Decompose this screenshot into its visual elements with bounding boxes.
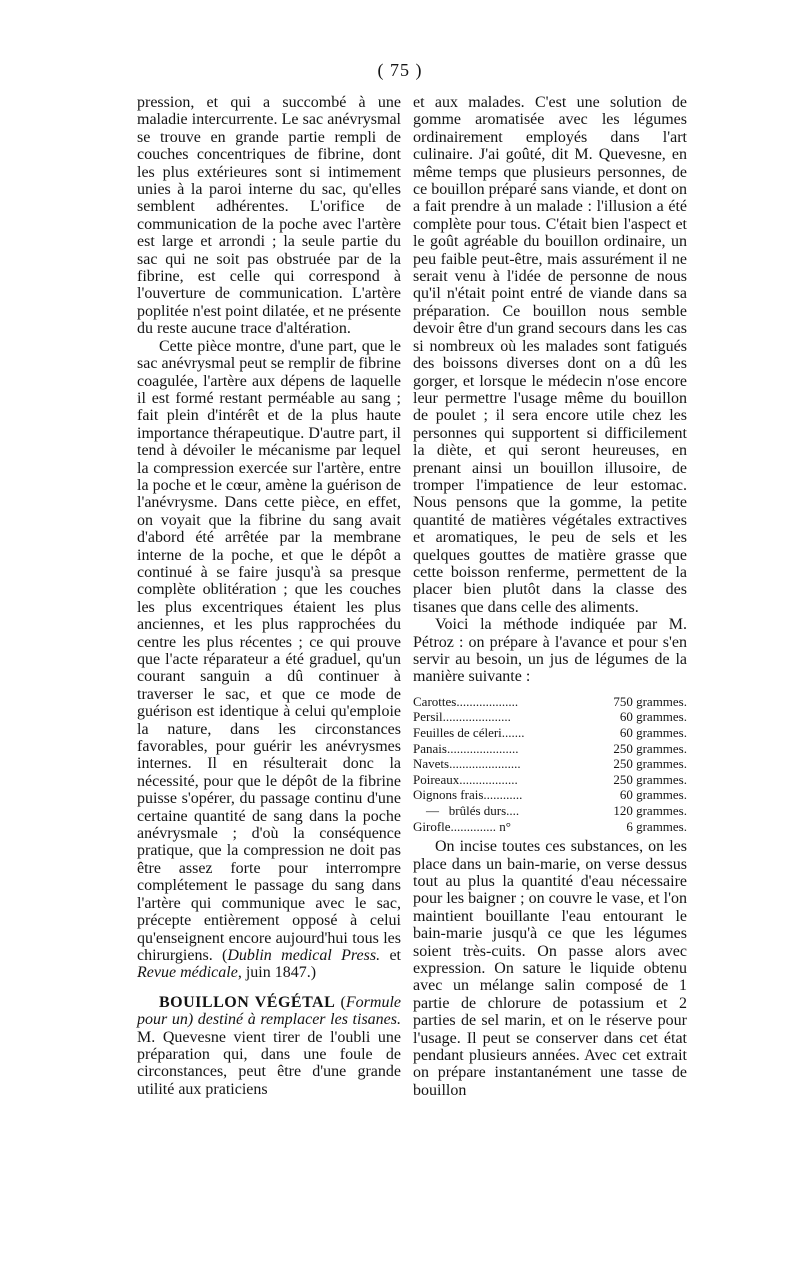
section-bouillon-vegetal: BOUILLON VÉGÉTAL (Formule pour un) destiné à remplacer les tisanes. M. Quevesne vient tirer de l'oubli une préparation qui, dans une foule de circonstances, peut être d'une grande utilité aux praticiens	[137, 993, 401, 1098]
source-journal-1: Dublin medical Press.	[227, 946, 381, 964]
ingredient-quantity: 750 grammes.	[613, 693, 687, 709]
source-journal-2: Revue médicale	[137, 964, 238, 982]
paragraph-preparation: On incise toutes ces substances, on les place dans un bain-marie, on verse dessus tout au plus la quantité d'eau nécessaire pour les baigner ; on couvre le vase, et l'on maintient bouillante l'eau entourant le bain-marie jusqu'à ce que les légumes soient très-cuits. On passe alors avec expression. On sature le liquide obtenu avec un mélange salin composé de 1 partie de chlorure de potassium et 2 parties de sel marin, et on le réserve pour l'usage. Il peut se conserver dans cet état pendant plusieurs années. Avec cet extrait on prépare instantanément une tasse de bouillon	[413, 838, 687, 1099]
ingredient-name: — brûlés durs....	[413, 802, 520, 818]
paragraph-aneurysm-description: pression, et qui a succombé à une maladie intercurrente. Le sac anévrysmal se trouve en grande partie rempli de couches concentriques de fibrine, dont les plus extérieures sont si intimement unies à la paroi interne du sac, qu'elles semblent adhérentes. L'orifice de communication de la poche avec l'artère est large et arrondi ; la seule partie du sac qui ne soit pas obstruée par de la fibrine, est celle qui correspond à l'ouverture de communication. L'artère poplitée n'est point dilatée, et ne présente du reste aucune trace d'altération.	[137, 94, 401, 338]
ingredient-row	[413, 694, 687, 710]
ingredient-quantity: 6 grammes.	[626, 818, 687, 834]
ingredient-name: Poireaux..................	[413, 771, 518, 787]
ingredient-row	[413, 772, 687, 788]
ingredient-quantity: 250 grammes.	[613, 740, 687, 756]
discussion-text: Cette pièce montre, d'une part, que le sac anévrysmal peut se remplir de fibrine coagulée, l'artère aux dépens de laquelle il est formé restant perméable au sang ; fait plein d'intérêt et de la plus haute importance thérapeutique. D'autre part, il tend à dévoiler le mécanisme par lequel la compression exercée sur l'artère, entre la poche et le cœur, amène la guérison de l'anévrysme. Dans cette pièce, en effet, on voyait que la fibrine du sang avait d'abord été arrêtée par la membrane interne de la poche, et que le dépôt a continué à se faire jusqu'à sa presque complète oblitération ; que les couches les plus excentriques étaient les plus anciennes, et les plus rapprochées du centre les plus récentes ; ce qui prouve que l'acte réparateur a été graduel, qu'un courant sanguin a dû continuer à traverser le sac, et que ce mode de guérison est identique à celui qu'emploie la nature, dans les circonstances favorables, pour guérir les anévrysmes internes. Il en résulterait donc la nécessité, pour que le dépôt de la fibrine puisse s'opérer, du passage continu d'une certaine quantité de sang dans la poche anévrysmale ; d'où la conséquence pratique, que la compression ne doit pas être assez forte pour interrompre complétement le passage du sang dans l'artère qui communique avec le sac, précepte entièrement opposé à celui qu'enseignent encore aujourd'hui tous les chirurgiens.	[137, 337, 401, 964]
ingredient-row	[413, 725, 687, 741]
ingredient-quantity: 60 grammes.	[619, 709, 687, 725]
right-column	[413, 94, 687, 1099]
ingredient-row	[413, 756, 687, 772]
ingredient-row	[413, 819, 687, 835]
ingredient-name: Oignons frais............	[413, 787, 523, 803]
ingredient-row	[413, 787, 687, 803]
left-column	[137, 94, 401, 1098]
ingredient-quantity: 250 grammes.	[613, 756, 687, 772]
ingredient-list	[413, 694, 687, 834]
page-number: ( 75 )	[377, 60, 423, 80]
ingredient-name: Carottes...................	[413, 693, 519, 709]
section-subtitle: Formule pour un) destiné à remplacer les tisanes.	[137, 993, 401, 1029]
ingredient-row	[413, 803, 687, 819]
ingredient-name: Persil.....................	[413, 709, 511, 725]
source-date: , juin 1847.)	[237, 964, 317, 982]
ingredient-name: Feuilles de céleri.......	[413, 725, 525, 740]
section-intro: M. Quevesne vient tirer de l'oubli une préparation qui, dans une foule de circonstances, peut être d'une grande utilité aux praticiens	[137, 1028, 401, 1098]
paragraph-aneurysm-discussion: Cette pièce montre, d'une part, que le sac anévrysmal peut se remplir de fibrine coagulée, l'artère aux dépens de laquelle il est formé restant perméable au sang ; fait plein d'intérêt et de la plus haute importance thérapeutique. D'autre part, il tend à dévoiler le mécanisme par lequel la compression exercée sur l'artère, entre la poche et le cœur, amène la guérison de l'anévrysme. Dans cette pièce, en effet, on voyait que la fibrine du sang avait d'abord été arrêtée par la membrane interne de la poche, et que le dépôt a continué à se faire jusqu'à sa presque complète oblitération ; que les couches les plus excentriques étaient les plus anciennes, et les plus rapprochées du centre les plus récentes ; ce qui prouve que l'acte réparateur a été graduel, qu'un courant sanguin a dû continuer à traverser le sac, et que ce mode de guérison est identique à celui qu'emploie la nature, dans les circonstances favorables, pour guérir les anévrysmes internes. Il en résulterait donc la nécessité, pour que le dépôt de la fibrine puisse s'opérer, du passage continu d'une certaine quantité de sang dans la poche anévrysmale ; d'où la conséquence pratique, que la compression ne doit pas être assez forte pour interrompre complétement le passage du sang dans l'artère qui communique avec le sac, précepte entièrement opposé à celui qu'enseignent encore aujourd'hui tous les chirurgiens. (Dublin medical Press. et Revue médicale, juin 1847.)	[137, 337, 401, 982]
ingredient-quantity: 250 grammes.	[613, 771, 687, 787]
ingredient-row	[413, 741, 687, 757]
ingredient-quantity: 60 grammes.	[619, 725, 687, 740]
section-title: BOUILLON VÉGÉTAL	[159, 993, 336, 1011]
ingredient-quantity: 60 grammes.	[619, 787, 687, 803]
ingredient-name: Navets......................	[413, 756, 521, 772]
paragraph-method: Voici la méthode indiquée par M. Pétroz : on prépare à l'avance et pour s'en servir au besoin, un jus de légumes de la manière suivante :	[413, 616, 687, 686]
paragraph-bouillon-description: et aux malades. C'est une solution de gomme aromatisée avec les légumes ordinairement employés dans l'art culinaire. J'ai goûté, dit M. Quevesne, en même temps que plusieurs personnes, de ce bouillon préparé sans viande, et dont on a fait prendre à un malade : l'illusion a été complète pour tous. C'était bien l'aspect et le goût agréable du bouillon ordinaire, un peu faible peut-être, mais assurément il ne serait venu à l'idée de personne de nous qu'il n'était point entré de viande dans sa préparation. Ce bouillon nous semble devoir être d'un grand secours dans les cas si nombreux où les malades sont fatigués des boissons diverses dont on a dû les gorger, et lorsque le médecin n'ose encore leur permettre l'usage même du bouillon de poulet ; il sera encore utile chez les personnes qui supportent si difficilement la diète, et qui seront heureuses, en prenant ainsi un bouillon illusoire, de tromper l'impatience de leur estomac. Nous pensons que la gomme, la petite quantité de matières végétales extractives et aromatiques, le peu de sels et les quelques gouttes de matière grasse que cette boisson renferme, permettent de la placer bien plutôt dans la classe des tisanes que dans celle des aliments.	[413, 94, 687, 616]
ingredient-name: Panais......................	[413, 740, 519, 756]
ingredient-row	[413, 709, 687, 725]
source-conjunction: et	[380, 946, 401, 964]
ingredient-name: Girofle.............. n°	[413, 818, 511, 834]
ingredient-quantity: 120 grammes.	[613, 802, 687, 818]
